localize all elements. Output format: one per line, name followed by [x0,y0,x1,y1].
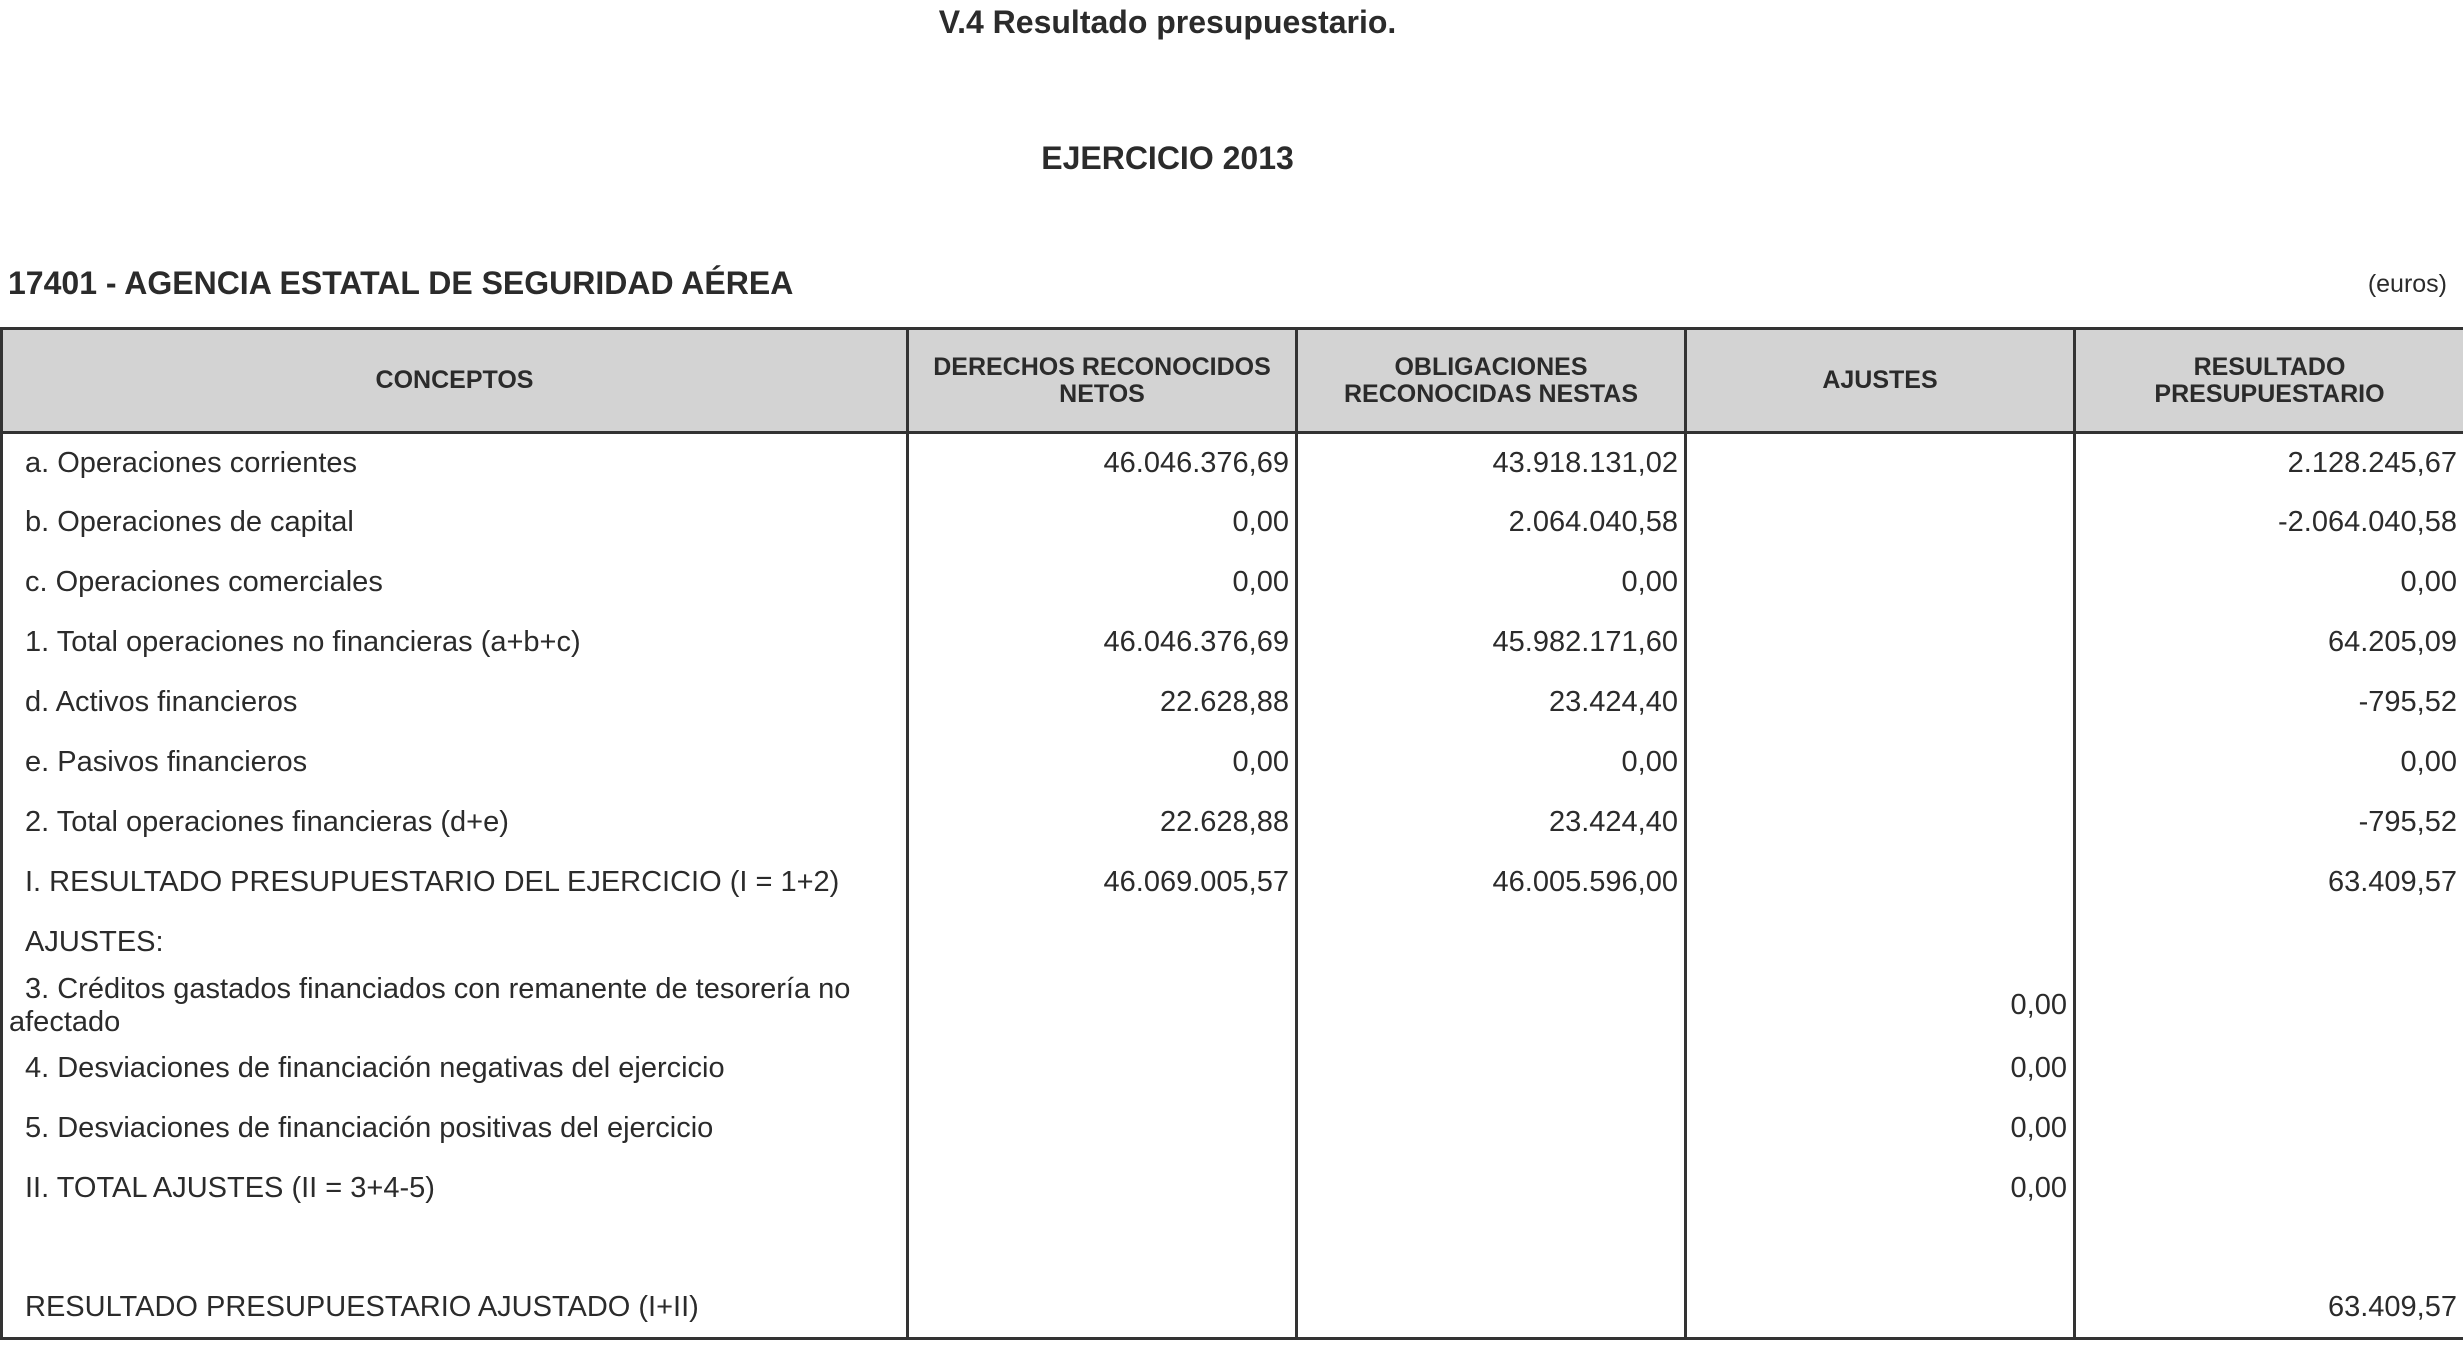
column-header-derechos: DERECHOS RECONOCIDOS NETOS [908,329,1297,433]
row-concept: AJUSTES: [2,913,908,973]
row-resultado [2075,1099,2463,1159]
table-row [2,1279,2463,1339]
row-obligaciones [1297,1099,1686,1159]
row-derechos [908,1279,1297,1339]
row-resultado: -795,52 [2075,673,2463,733]
row-ajustes [1686,1219,2075,1279]
row-obligaciones: 0,00 [1297,553,1686,613]
row-derechos: 46.046.376,69 [908,613,1297,673]
row-resultado [2075,913,2463,973]
column-header-conceptos: CONCEPTOS [2,329,908,433]
row-derechos [908,1159,1297,1219]
row-concept [2,1219,908,1279]
row-ajustes [1686,793,2075,853]
row-ajustes: 0,00 [1686,1039,2075,1099]
row-resultado: 63.409,57 [2075,853,2463,913]
row-concept: II. TOTAL AJUSTES (II = 3+4-5) [2,1159,908,1219]
table-row [2,433,2463,493]
row-ajustes [1686,1279,2075,1339]
row-concept: 3. Créditos gastados financiados con remanente de tesorería no afectado [2,973,908,1039]
row-derechos [908,1219,1297,1279]
row-derechos [908,973,1297,1039]
table-row [2,1039,2463,1099]
row-concept: RESULTADO PRESUPUESTARIO AJUSTADO (I+II) [2,1279,908,1339]
row-ajustes [1686,493,2075,553]
row-concept: e. Pasivos financieros [2,733,908,793]
fiscal-year-heading: EJERCICIO 2013 [1041,140,1294,176]
table-row [2,673,2463,733]
row-resultado [2075,973,2463,1039]
row-derechos: 0,00 [908,493,1297,553]
row-derechos: 22.628,88 [908,793,1297,853]
row-ajustes [1686,673,2075,733]
row-derechos [908,1039,1297,1099]
currency-units: (euros) [2367,270,2447,298]
row-derechos: 0,00 [908,553,1297,613]
column-header-ajustes: AJUSTES [1686,329,2075,433]
row-concept: 2. Total operaciones financieras (d+e) [2,793,908,853]
row-resultado: 0,00 [2075,733,2463,793]
row-derechos: 46.046.376,69 [908,433,1297,493]
table-row [2,793,2463,853]
table-header-row [2,329,2463,433]
row-derechos [908,913,1297,973]
row-resultado: 0,00 [2075,553,2463,613]
row-obligaciones [1297,1159,1686,1219]
row-obligaciones [1297,1039,1686,1099]
table-row [2,973,2463,1039]
row-derechos: 22.628,88 [908,673,1297,733]
row-derechos: 46.069.005,57 [908,853,1297,913]
row-ajustes: 0,00 [1686,1099,2075,1159]
row-ajustes [1686,433,2075,493]
row-ajustes [1686,853,2075,913]
page-title: V.4 Resultado presupuestario. [938,4,1397,40]
row-concept: I. RESULTADO PRESUPUESTARIO DEL EJERCICIO (I = 1+2) [2,853,908,913]
row-obligaciones: 2.064.040,58 [1297,493,1686,553]
column-header-obligaciones: OBLIGACIONES RECONOCIDAS NESTAS [1297,329,1686,433]
row-obligaciones [1297,913,1686,973]
row-concept: 5. Desviaciones de financiación positivas del ejercicio [2,1099,908,1159]
row-obligaciones: 46.005.596,00 [1297,853,1686,913]
row-resultado [2075,1159,2463,1219]
row-derechos [908,1099,1297,1159]
row-resultado [2075,1039,2463,1099]
row-ajustes [1686,913,2075,973]
table-row [2,553,2463,613]
table-row [2,853,2463,913]
row-ajustes [1686,553,2075,613]
row-derechos: 0,00 [908,733,1297,793]
row-obligaciones [1297,1279,1686,1339]
row-obligaciones: 0,00 [1297,733,1686,793]
row-resultado: 2.128.245,67 [2075,433,2463,493]
row-ajustes: 0,00 [1686,1159,2075,1219]
row-concept: 1. Total operaciones no financieras (a+b+c) [2,613,908,673]
row-resultado [2075,1219,2463,1279]
column-header-resultado: RESULTADO PRESUPUESTARIO [2075,329,2463,433]
row-resultado: -2.064.040,58 [2075,493,2463,553]
row-obligaciones: 23.424,40 [1297,793,1686,853]
table-row [2,493,2463,553]
table-row [2,1099,2463,1159]
row-obligaciones [1297,1219,1686,1279]
row-obligaciones: 45.982.171,60 [1297,613,1686,673]
row-concept: b. Operaciones de capital [2,493,908,553]
row-concept: d. Activos financieros [2,673,908,733]
row-concept: c. Operaciones comerciales [2,553,908,613]
entity-name: 17401 - AGENCIA ESTATAL DE SEGURIDAD AÉREA [8,265,794,301]
row-obligaciones [1297,973,1686,1039]
row-obligaciones: 23.424,40 [1297,673,1686,733]
table-row [2,613,2463,673]
row-concept: a. Operaciones corrientes [2,433,908,493]
row-obligaciones: 43.918.131,02 [1297,433,1686,493]
table-row [2,733,2463,793]
row-resultado: 63.409,57 [2075,1279,2463,1339]
table-row [2,1219,2463,1279]
table-row [2,913,2463,973]
budget-result-table [0,327,2463,1340]
row-concept: 4. Desviaciones de financiación negativas del ejercicio [2,1039,908,1099]
row-resultado: -795,52 [2075,793,2463,853]
table-row [2,1159,2463,1219]
row-resultado: 64.205,09 [2075,613,2463,673]
row-ajustes [1686,613,2075,673]
row-ajustes [1686,733,2075,793]
row-ajustes: 0,00 [1686,973,2075,1039]
